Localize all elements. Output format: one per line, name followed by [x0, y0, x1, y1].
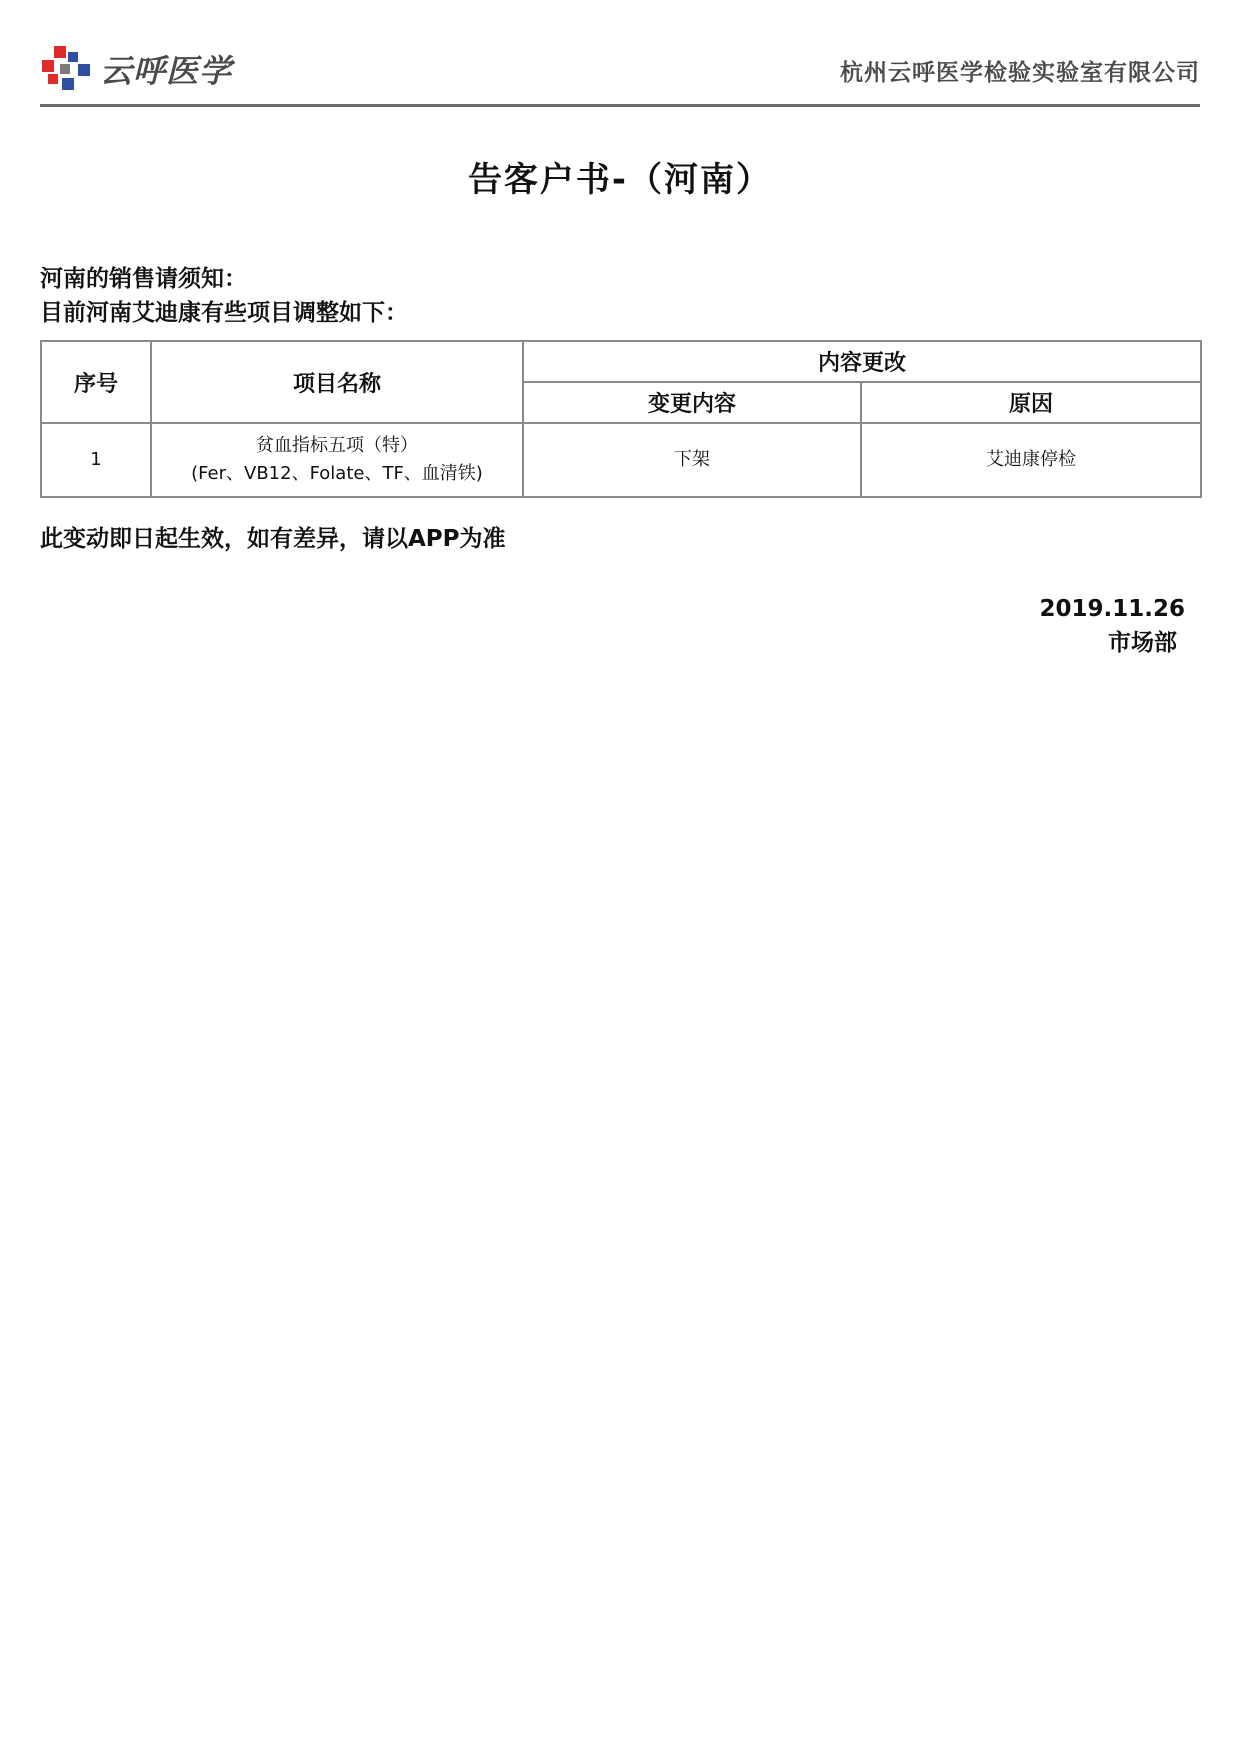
- intro-line-2: 目前河南艾迪康有些项目调整如下：: [40, 300, 408, 326]
- table-row: [41, 423, 1201, 497]
- cell-item-name: [151, 423, 523, 497]
- adjustment-table: [40, 340, 1202, 498]
- intro-text: [40, 262, 408, 330]
- cross-logo-icon: [40, 44, 92, 94]
- logo-text: 云呼医学: [100, 52, 233, 90]
- company-name: 杭州云呼医学检验实验室有限公司: [840, 60, 1200, 86]
- header-change-group: 内容更改: [523, 341, 1201, 382]
- header-item-name: 项目名称: [151, 341, 523, 423]
- document-title: 告客户书-（河南）: [467, 160, 773, 200]
- cell-change-content: 下架: [523, 423, 861, 497]
- header-reason: 原因: [861, 382, 1201, 423]
- item-name-line-2: (Fer、VB12、Folate、TF、血清铁): [191, 463, 483, 484]
- header-seq: 序号: [41, 341, 151, 423]
- intro-line-1: 河南的销售请须知：: [40, 266, 247, 292]
- signature-block: [1039, 592, 1185, 660]
- header-change-content: 变更内容: [523, 382, 861, 423]
- signature-date: 2019.11.26: [1039, 596, 1185, 622]
- item-name-line-1: 贫血指标五项（特）: [256, 435, 418, 456]
- signature-department: 市场部: [1108, 630, 1177, 656]
- cell-reason: 艾迪康停检: [861, 423, 1201, 497]
- document-header: [40, 40, 1200, 107]
- cell-seq: 1: [41, 423, 151, 497]
- company-logo: [40, 44, 232, 94]
- footer-note: 此变动即日起生效，如有差异，请以APP为准: [40, 526, 506, 552]
